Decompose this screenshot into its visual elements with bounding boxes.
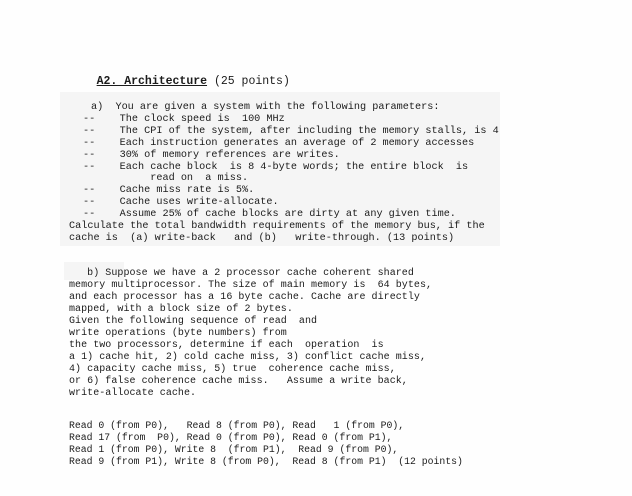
part-b-line: Given the following sequence of read and	[69, 316, 318, 327]
part-a-line: -- Cache miss rate is 5%.	[83, 185, 255, 196]
sequence-line: Read 17 (from P0), Read 0 (from P0), Read 0 (from P1),	[69, 432, 393, 443]
sequence-line: Read 9 (from P1), Write 8 (from P0), Read 8 (from P1) (12 points)	[69, 456, 463, 467]
part-b-line: or 6) false coherence cache miss. Assume a write back,	[69, 376, 408, 387]
part-a-line: read on a miss.	[83, 173, 249, 184]
part-b-line: and each processor has a 16 byte cache. Cache are directly	[69, 292, 420, 303]
question-title: A2. Architecture	[96, 75, 208, 88]
part-b-line: write operations (byte numbers) from	[69, 328, 287, 339]
part-b-line: write-allocate cache.	[69, 388, 197, 399]
part-a-line: -- Assume 25% of cache blocks are dirty at any given time.	[83, 209, 456, 220]
part-b-line: the two processors, determine if each operation is	[69, 340, 384, 351]
part-b-line: b) Suppose we have a 2 processor cache coherent shared	[69, 268, 414, 279]
part-a-line: -- Each cache block is 8 4-byte words; the entire block is	[83, 162, 469, 173]
part-a-line: -- Each instruction generates an average of 2 memory accesses	[83, 138, 475, 149]
part-b-line: a 1) cache hit, 2) cold cache miss, 3) conflict cache miss,	[69, 352, 427, 363]
part-a-line: a) You are given a system with the following parameters:	[91, 102, 440, 113]
part-a-line: cache is (a) write-back and (b) write-through. (13 points)	[69, 233, 455, 244]
part-b-line: 4) capacity cache miss, 5) true coherence cache miss,	[69, 364, 396, 375]
sequence-line: Read 0 (from P0), Read 8 (from P0), Read 1 (from P0),	[69, 420, 405, 431]
part-a-line: -- The clock speed is 100 MHz	[83, 114, 285, 125]
question-points: (25 points)	[213, 75, 290, 88]
part-a-line: -- Cache uses write-allocate.	[83, 197, 279, 208]
part-b-line: memory multiprocessor. The size of main memory is 64 bytes,	[69, 280, 433, 291]
part-a-line: -- The CPI of the system, after including the memory stalls, is 4	[83, 126, 499, 137]
part-a-line: Calculate the total bandwidth requirements of the memory bus, if the	[69, 221, 485, 232]
sequence-line: Read 1 (from P0), Write 8 (from P1), Read 9 (from P0),	[69, 444, 399, 455]
question-heading	[69, 62, 290, 101]
part-b-line: mapped, with a block size of 2 bytes.	[69, 304, 293, 315]
part-a-line: -- 30% of memory references are writes.	[83, 150, 340, 161]
